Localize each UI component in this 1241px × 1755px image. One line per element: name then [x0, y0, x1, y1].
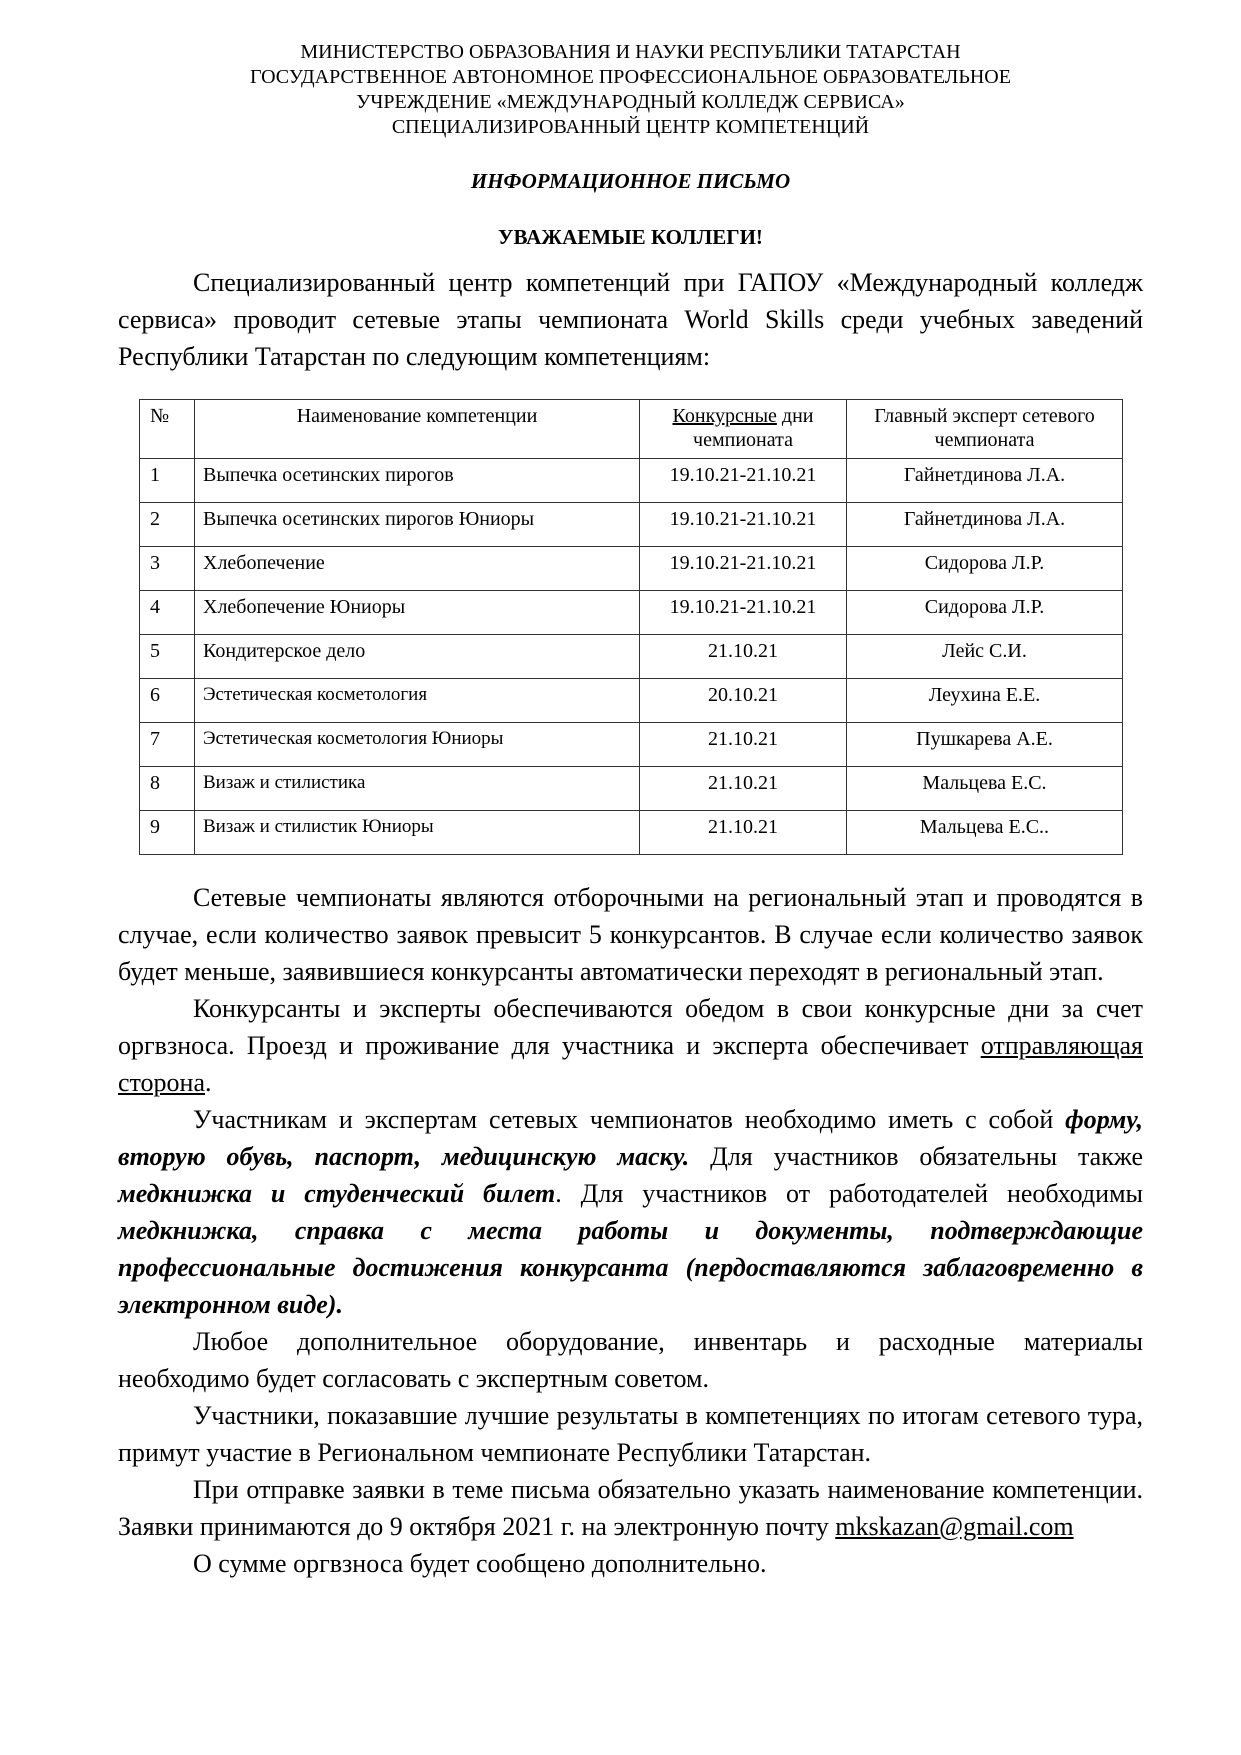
- cell-expert: Мальцева Е.С..: [847, 811, 1123, 855]
- letterhead-line: СПЕЦИАЛИЗИРОВАННЫЙ ЦЕНТР КОМПЕТЕНЦИЙ: [391, 116, 870, 138]
- cell-number: 3: [140, 547, 195, 591]
- paragraph-equipment: Любое дополнительное оборудование, инвентарь и расходные материалы необходимо будет согласовать с экспертным советом.: [118, 1327, 1143, 1393]
- cell-expert: Гайнетдинова Л.А.: [847, 503, 1123, 547]
- table-row: [140, 635, 1123, 679]
- cell-competency: Хлебопечение Юниоры: [195, 591, 640, 635]
- paragraph-meals-travel: [118, 990, 1143, 1101]
- cell-expert: Сидорова Л.Р.: [847, 547, 1123, 591]
- column-header-dates: [640, 400, 847, 459]
- cell-number: 5: [140, 635, 195, 679]
- cell-expert: Леухина Е.Е.: [847, 679, 1123, 723]
- cell-number: 7: [140, 723, 195, 767]
- requirements-text-1: Участникам и экспертам сетевых чемпионатов необходимо иметь с собой: [193, 1105, 1066, 1134]
- table-row: [140, 547, 1123, 591]
- intro-paragraph: Специализированный центр компетенций при ГАПОУ «Международный колледж сервиса» проводит сетевые этапы чемпионата World Skills среди учебных заведений Республики Татарстан по следующим компетенциям:: [118, 268, 1143, 371]
- cell-competency: Выпечка осетинских пирогов Юниоры: [195, 503, 640, 547]
- letterhead: [118, 40, 1143, 140]
- cell-dates: 19.10.21-21.10.21: [640, 459, 847, 503]
- table-row: [140, 679, 1123, 723]
- cell-number: 9: [140, 811, 195, 855]
- cell-dates: 19.10.21-21.10.21: [640, 591, 847, 635]
- requirements-items-1: форму, вторую обувь, паспорт, медицинскую маску.: [118, 1105, 1143, 1171]
- cell-number: 1: [140, 459, 195, 503]
- cell-expert: Пушкарева А.Е.: [847, 723, 1123, 767]
- cell-competency: Хлебопечение: [195, 547, 640, 591]
- competencies-table: [139, 399, 1123, 855]
- cell-competency: Выпечка осетинских пирогов: [195, 459, 640, 503]
- sending-party-text: отправляющая сторона: [118, 1031, 1143, 1097]
- cell-dates: 20.10.21: [640, 679, 847, 723]
- cell-number: 4: [140, 591, 195, 635]
- table-row: [140, 503, 1123, 547]
- table-row: [140, 459, 1123, 503]
- letter-title: ИНФОРМАЦИОННОЕ ПИСЬМО: [470, 169, 791, 193]
- column-header-expert: Главный эксперт сетевого чемпионата: [847, 400, 1123, 459]
- paragraph-fee: О сумме оргвзноса будет сообщено дополнительно.: [193, 1549, 767, 1578]
- cell-dates: 19.10.21-21.10.21: [640, 503, 847, 547]
- cell-dates: 21.10.21: [640, 635, 847, 679]
- letter-page: [118, 40, 1143, 1582]
- cell-dates: 19.10.21-21.10.21: [640, 547, 847, 591]
- table-row: [140, 591, 1123, 635]
- table-row: [140, 811, 1123, 855]
- greeting: УВАЖАЕМЫЕ КОЛЛЕГИ!: [498, 225, 763, 249]
- cell-number: 2: [140, 503, 195, 547]
- meals-travel-text: Конкурсанты и эксперты обеспечиваются обедом в свои конкурсные дни за счет оргвзноса. Проезд и проживание для участника и эксперта обеспечивает: [118, 994, 1143, 1060]
- requirements-items-2: медкнижка и студенческий билет: [118, 1179, 556, 1208]
- cell-number: 8: [140, 767, 195, 811]
- cell-competency: Эстетическая косметология: [195, 679, 640, 723]
- requirements-text-3: . Для участников от работодателей необходимы: [555, 1179, 1143, 1208]
- table-header-row: [140, 400, 1123, 459]
- paragraph-regional-championship: Участники, показавшие лучшие результаты в компетенциях по итогам сетевого тура, примут участие в Региональном чемпионате Республики Татарстан.: [118, 1401, 1143, 1467]
- paragraph-application: [118, 1471, 1143, 1545]
- paragraph-selection-rules: Сетевые чемпионаты являются отборочными на региональный этап и проводятся в случае, если количество заявок превысит 5 конкурсантов. В случае если количество заявок будет меньше, заявившиеся конкурсанты автоматически переходят в региональный этап.: [118, 883, 1143, 986]
- letterhead-line: МИНИСТЕРСТВО ОБРАЗОВАНИЯ И НАУКИ РЕСПУБЛИКИ ТАТАРСТАН: [300, 41, 961, 63]
- cell-dates: 21.10.21: [640, 723, 847, 767]
- column-header-dates-underlined: Конкурсные: [672, 405, 777, 427]
- letterhead-line: ГОСУДАРСТВЕННОЕ АВТОНОМНОЕ ПРОФЕССИОНАЛЬНОЕ ОБРАЗОВАТЕЛЬНОЕ: [250, 66, 1011, 88]
- cell-competency: Визаж и стилистик Юниоры: [195, 811, 640, 855]
- requirements-text-2: Для участников обязательны также: [689, 1142, 1143, 1171]
- table-row: [140, 723, 1123, 767]
- application-text: При отправке заявки в теме письма обязательно указать наименование компетенции. Заявки принимаются до 9 октября 2021 г. на электронную почту: [118, 1475, 1143, 1541]
- cell-competency: Визаж и стилистика: [195, 767, 640, 811]
- cell-expert: Гайнетдинова Л.А.: [847, 459, 1123, 503]
- column-header-name: Наименование компетенции: [195, 400, 640, 459]
- meals-travel-end: .: [205, 1068, 212, 1097]
- column-header-dates-rest: дни чемпионата: [693, 405, 814, 451]
- letterhead-line: УЧРЕЖДЕНИЕ «МЕЖДУНАРОДНЫЙ КОЛЛЕДЖ СЕРВИСА»: [356, 91, 905, 113]
- cell-number: 6: [140, 679, 195, 723]
- column-header-number: №: [140, 400, 195, 459]
- cell-dates: 21.10.21: [640, 767, 847, 811]
- cell-competency: Эстетическая косметология Юниоры: [195, 723, 640, 767]
- cell-expert: Мальцева Е.С.: [847, 767, 1123, 811]
- email-link[interactable]: mkskazan@gmail.com: [835, 1512, 1074, 1541]
- cell-competency: Кондитерское дело: [195, 635, 640, 679]
- table-row: [140, 767, 1123, 811]
- cell-expert: Лейс С.И.: [847, 635, 1123, 679]
- requirements-items-3: медкнижка, справка с места работы и документы, подтверждающие профессиональные достижения конкурсанта (пердоставляются заблаговременно в электронном виде).: [118, 1216, 1143, 1319]
- paragraph-requirements: [118, 1101, 1143, 1323]
- cell-dates: 21.10.21: [640, 811, 847, 855]
- cell-expert: Сидорова Л.Р.: [847, 591, 1123, 635]
